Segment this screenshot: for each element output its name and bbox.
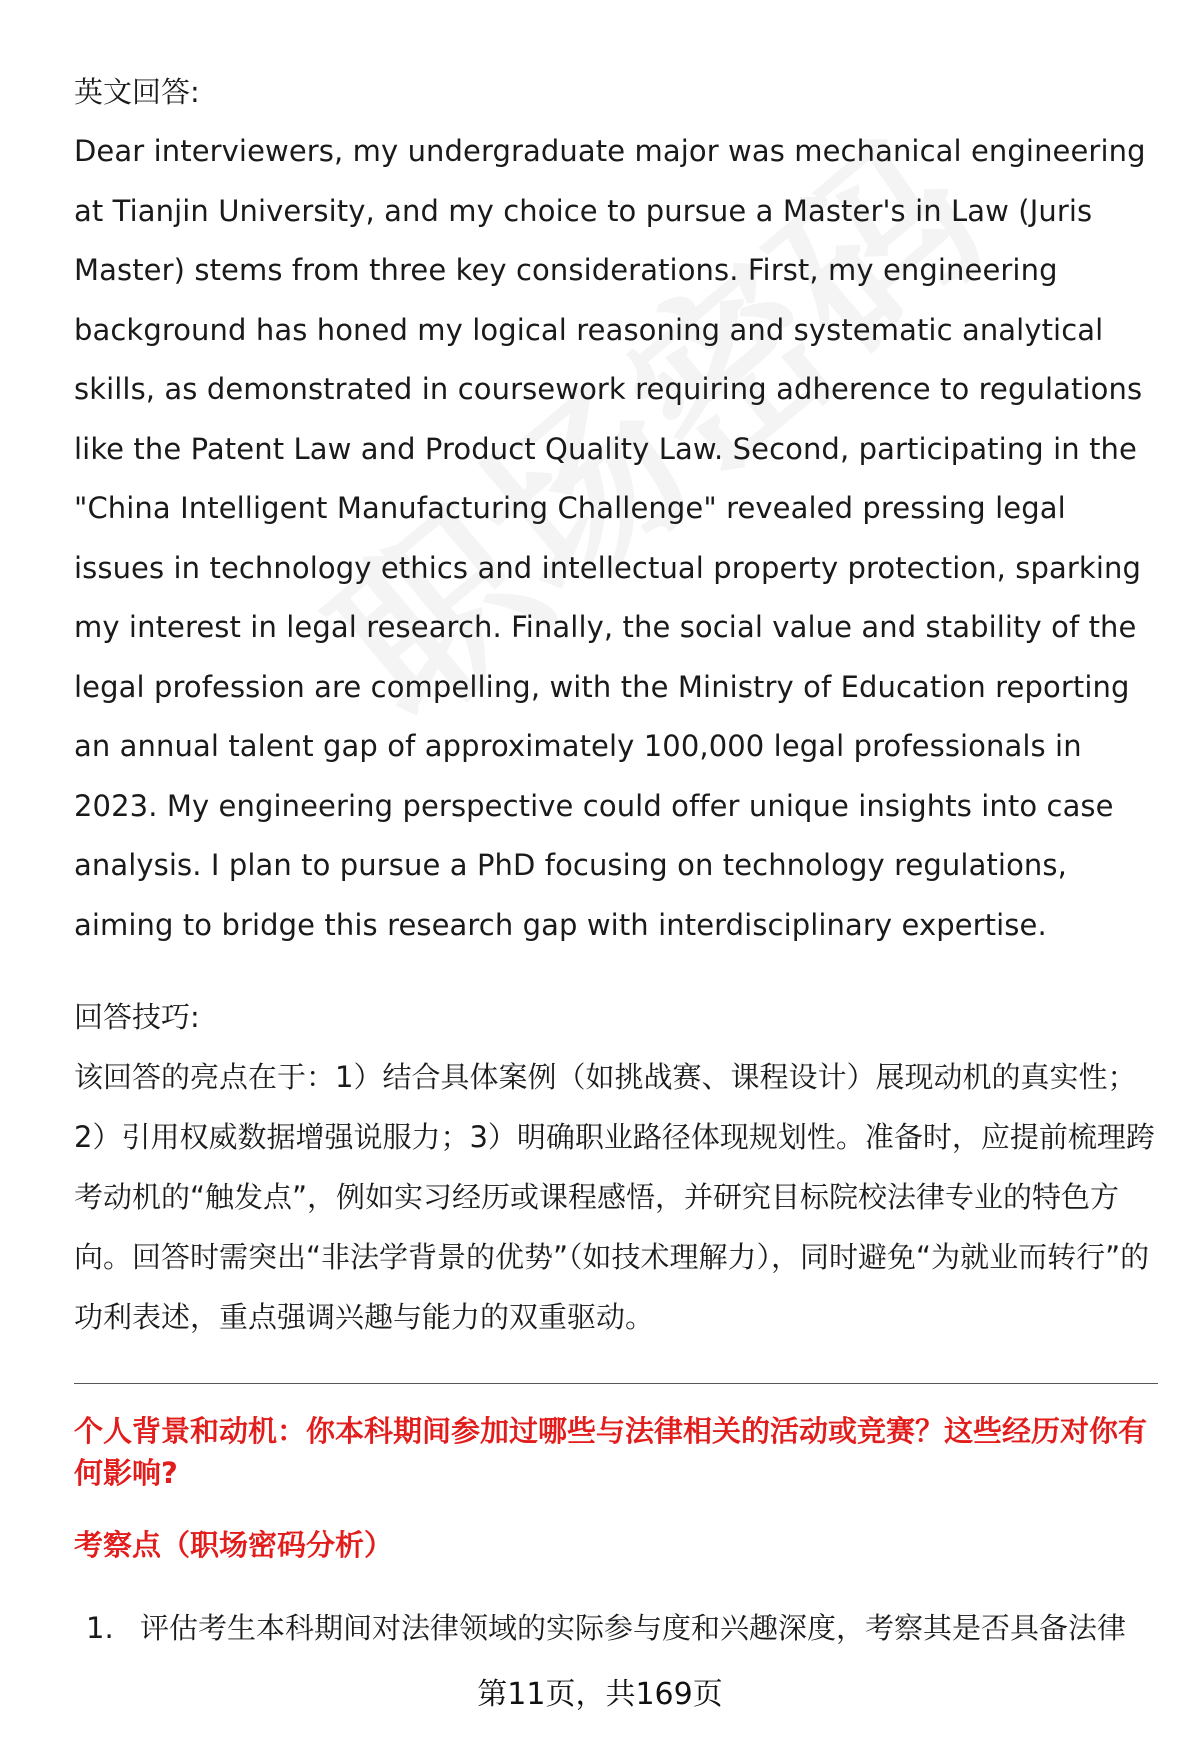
english-answer-text: Dear interviewers, my undergraduate major was mechanical engineering at Tianjin University, and my choice to pursue a Master's in Law (Juris Master) stems from three key considerations. First, my engineering background has honed my logical reasoning and systematic analytical skills, as demonstrated in coursework requiring adherence to regulations like the Patent Law and Product Quality Law. Second, participating in the "China Intelligent Manufacturing Challenge" revealed pressing legal issues in technology ethics and intellectual property protection, sparking my interest in legal research. Finally, the social value and stability of the legal profession are compelling, with the Ministry of Education reporting an annual talent gap of approximately 100,000 legal professionals in 2023. My engineering perspective could offer unique insights into case analysis. I plan to pursue a PhD focusing on technology regulations, aiming to bridge this research gap with interdisciplinary expertise.	[74, 134, 1146, 942]
english-answer-label: 英文回答:	[74, 75, 200, 109]
answer-tips-text: 该回答的亮点在于：1）结合具体案例（如挑战赛、课程设计）展现动机的真实性；2）引用权威数据增强说服力；3）明确职业路径体现规划性。准备时，应提前梳理跨考动机的“触发点”，例如实习经历或课程感悟，并研究目标院校法律专业的特色方向。回答时需突出“非法学背景的优势”（如技术理解力），同时避免“为就业而转行”的功利表述，重点强调兴趣与能力的双重驱动。	[74, 1060, 1155, 1334]
analysis-list	[74, 1598, 1160, 1658]
page-footer: 第11页，共169页	[477, 1677, 723, 1712]
list-item-text: 评估考生本科期间对法律领域的实际参与度和兴趣深度，考察其是否具备法律	[140, 1611, 1127, 1645]
section-divider	[74, 1383, 1158, 1384]
answer-tips-label: 回答技巧:	[74, 1000, 200, 1034]
document-page	[74, 62, 1160, 1658]
analysis-heading: 考察点（职场密码分析）	[74, 1528, 394, 1562]
question-heading: 个人背景和动机：你本科期间参加过哪些与法律相关的活动或竞赛？这些经历对你有何影响?	[74, 1414, 1148, 1490]
list-item	[74, 1598, 1160, 1658]
list-item-number: 1.	[86, 1611, 114, 1645]
